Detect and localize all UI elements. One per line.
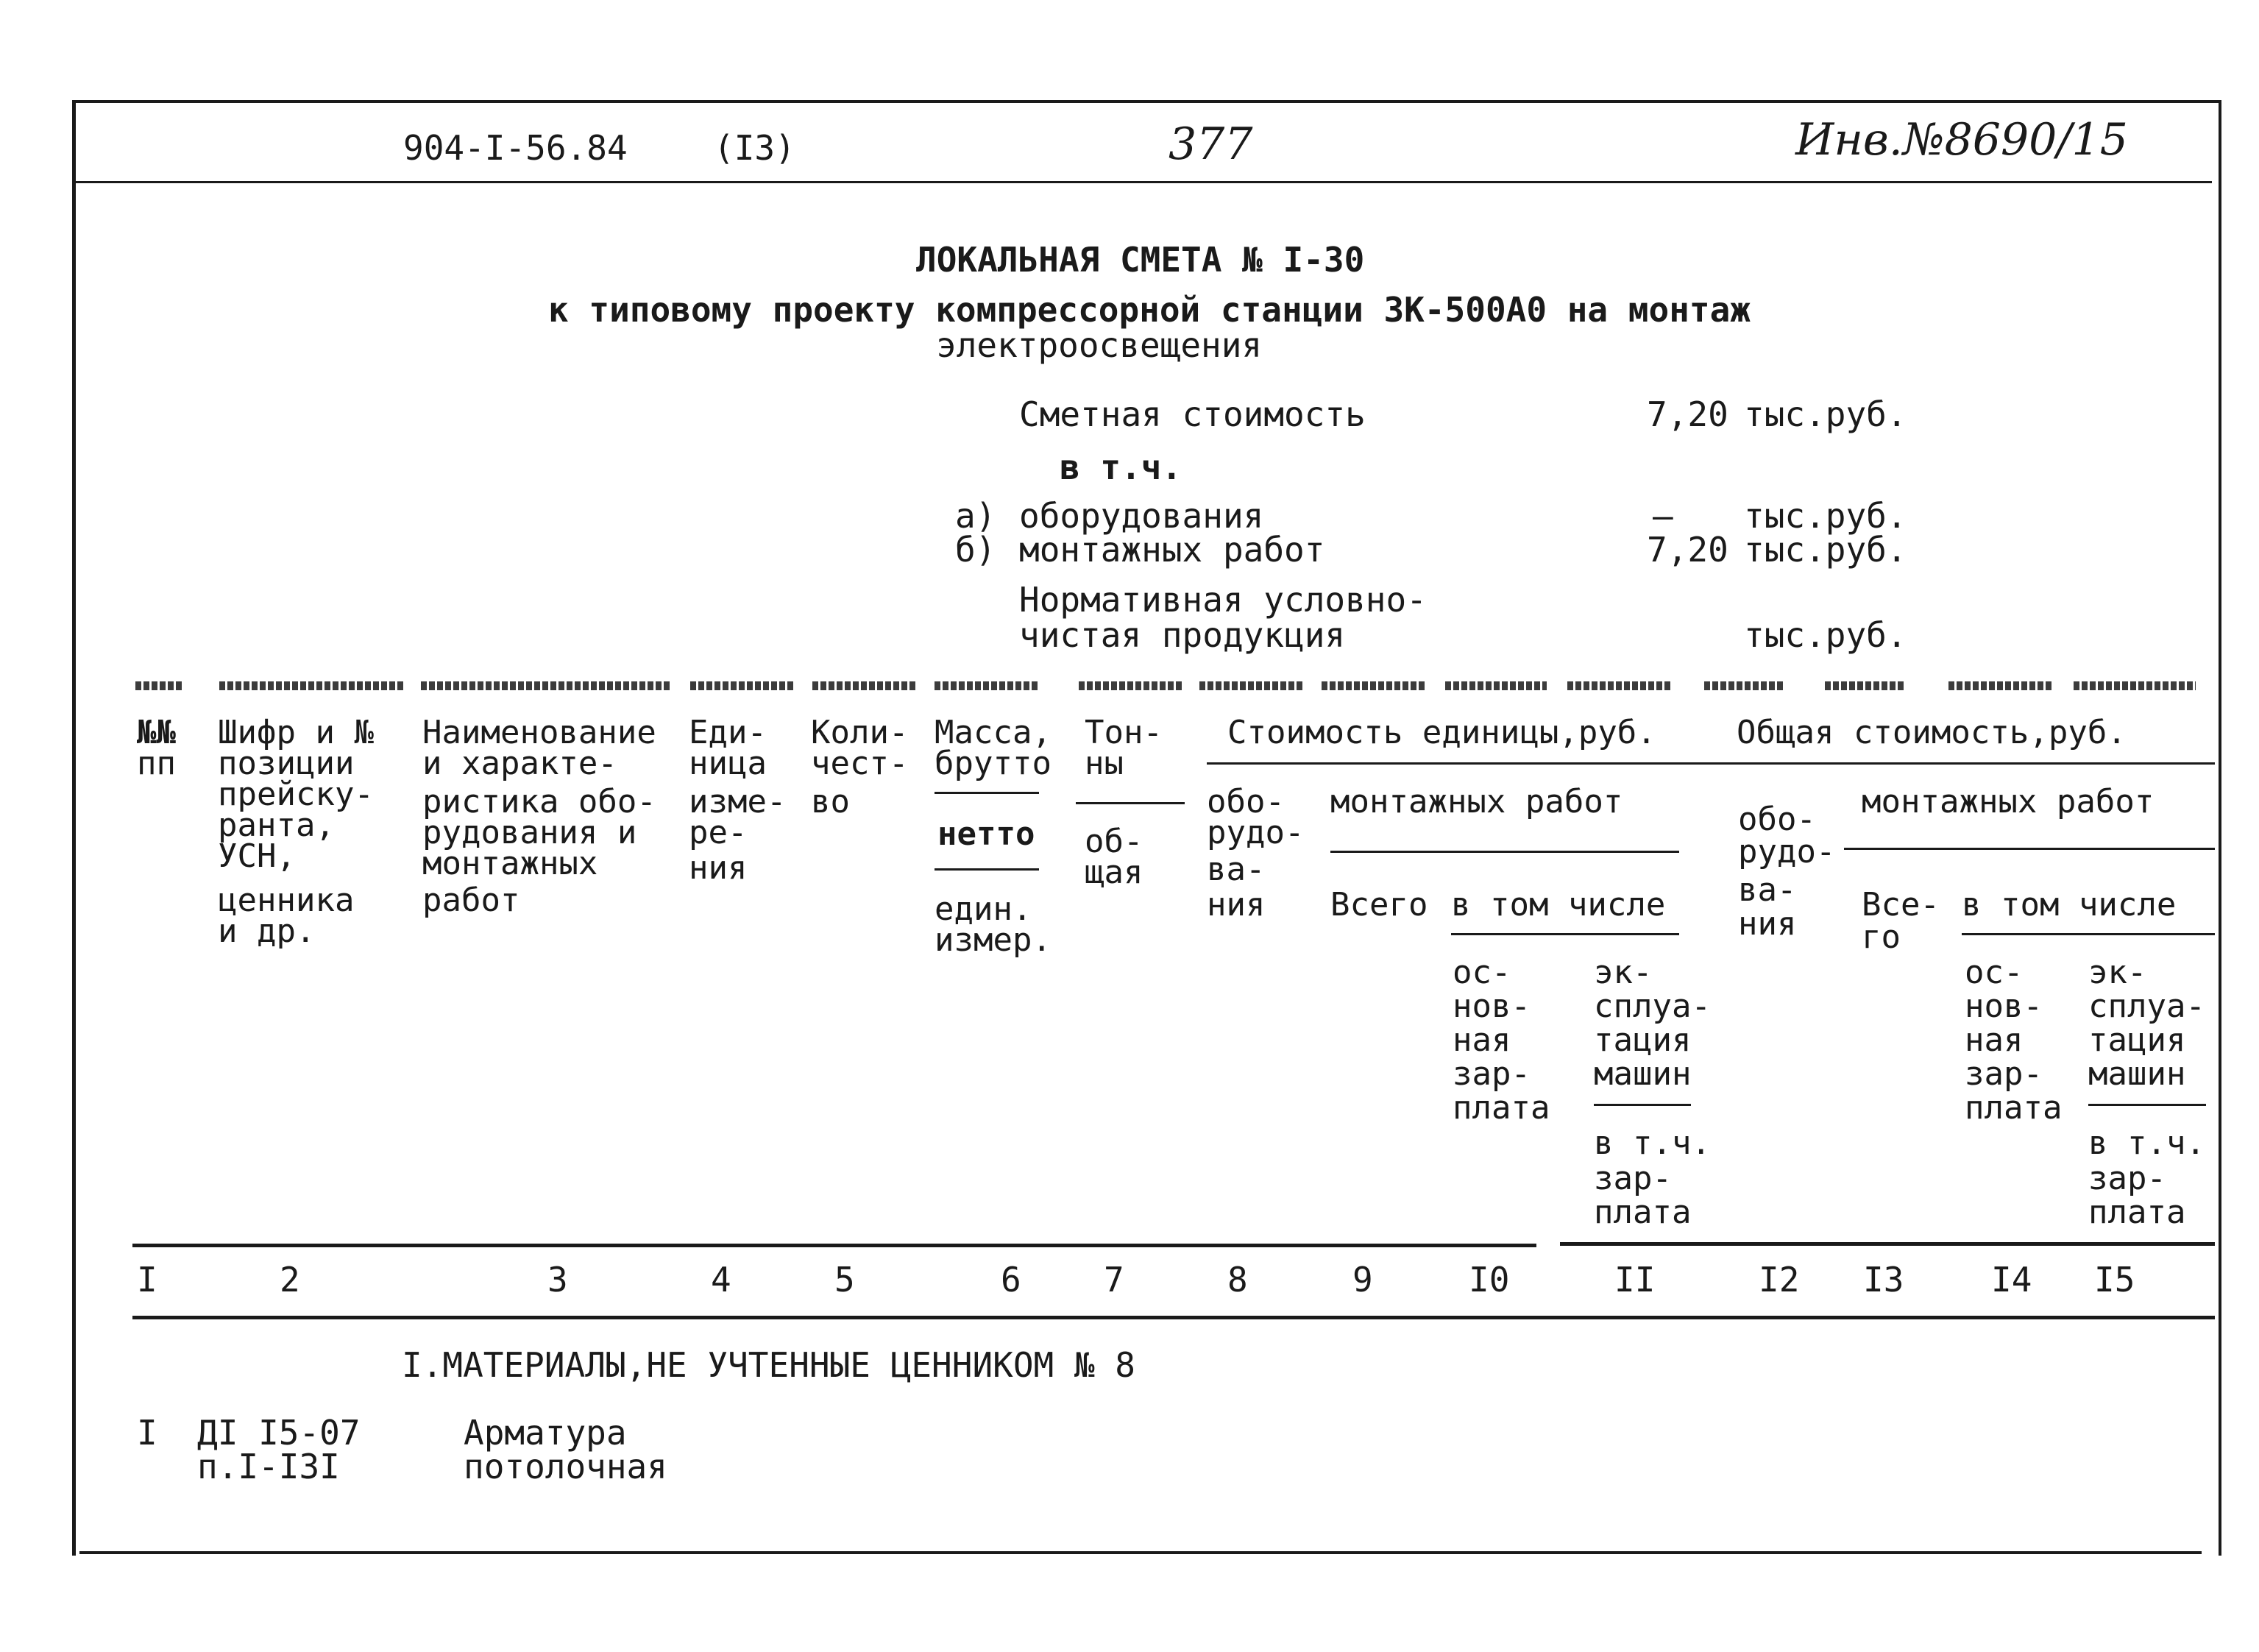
header-col11-line2: сплуа- (1594, 988, 1711, 1025)
header-col3-line1: Наименование (422, 714, 656, 751)
document-subtitle-line2: электроосвещения (936, 325, 1263, 365)
header-rule (1704, 681, 1784, 690)
header-col15-line3: тация (2088, 1021, 2186, 1059)
column-number-4: 4 (711, 1260, 731, 1300)
header-col2-line2: позиции (218, 745, 355, 782)
page-number: 377 (1168, 118, 1253, 170)
header-col2-line6: ценника (218, 882, 355, 919)
header-col2-line1: Шифр и № (218, 714, 374, 751)
header-col13-line2: го (1862, 918, 1901, 956)
header-col13-line1: Все- (1862, 886, 1940, 924)
normative-unit: тыс.руб. (1744, 615, 1907, 655)
header-col3-line2: и характе- (422, 745, 617, 782)
header-col11-line4: машин (1594, 1055, 1692, 1093)
header-rule (2074, 681, 2196, 690)
header-bottom-rule (1560, 1242, 2215, 1246)
inventory-number: Инв.№8690/15 (1795, 114, 2128, 166)
column-number-2: 2 (280, 1260, 300, 1300)
header-col14-line2: нов- (1965, 988, 2043, 1025)
installation-header-9-11: монтажных работ (1330, 783, 1623, 820)
header-col7-line3: об- (1085, 823, 1143, 860)
column-number-9: 9 (1352, 1260, 1373, 1300)
header-col6-line1: Масса, (935, 714, 1052, 751)
header-col5-line1: Коли- (811, 714, 909, 751)
including-rule-14-15 (1962, 933, 2215, 935)
sheet-ref: (I3) (714, 128, 795, 168)
header-col14-line1: ос- (1965, 954, 2024, 991)
unit-cost-group-header: Стоимость единицы,руб. (1227, 714, 1656, 751)
column-number-3: 3 (547, 1260, 568, 1300)
header-col1-line2: пп (137, 745, 176, 782)
row-code-1: ДI I5-07 (197, 1413, 361, 1453)
installation-marker: б) (955, 530, 996, 570)
normative-label-2: чистая продукция (1019, 615, 1346, 655)
column-number-6: 6 (1001, 1260, 1021, 1300)
header-rule (135, 681, 182, 690)
header-col2-line4: ранта, (218, 806, 335, 844)
col11-rule (1594, 1104, 1691, 1106)
header-col15-line6: зар- (2088, 1160, 2166, 1197)
installation-value: 7,20 (1647, 530, 1728, 570)
group-rule (1207, 762, 2215, 765)
header-col6-line2: брутто (935, 745, 1052, 782)
normative-label-1: Нормативная условно- (1019, 580, 1427, 620)
row-number: I (137, 1413, 157, 1453)
stamp-divider (74, 181, 2212, 183)
header-col11-line1: эк- (1594, 954, 1653, 991)
column-number-15: I5 (2094, 1260, 2135, 1300)
header-rule (1199, 681, 1302, 690)
header-col7-line2: ны (1085, 745, 1124, 782)
header-col3-line5: монтажных (422, 845, 598, 882)
row-code-2: п.I-I3I (197, 1447, 340, 1486)
header-col6-line3: един. (935, 890, 1032, 928)
document-subtitle: к типовому проекту компрессорной станции ЗК-500А0 на монтаж (548, 290, 1751, 330)
equipment-unit: тыс.руб. (1744, 496, 1907, 536)
header-col4-line3: изме- (689, 783, 787, 820)
row-name-2: потолочная (464, 1447, 667, 1486)
column-number-1: I (137, 1260, 157, 1300)
header-col15-line7: плата (2088, 1194, 2186, 1231)
header-rule (219, 681, 403, 690)
installation-label: монтажных работ (1019, 530, 1325, 570)
header-col10-line2: нов- (1453, 988, 1531, 1025)
header-col15-line4: машин (2088, 1055, 2186, 1093)
header-col7-line4: щая (1085, 854, 1143, 891)
header-rule (1567, 681, 1670, 690)
column-number-12: I2 (1759, 1260, 1800, 1300)
header-rule (690, 681, 793, 690)
section-title: I.МАТЕРИАЛЫ,НЕ УЧТЕННЫЕ ЦЕННИКОМ № 8 (402, 1345, 1135, 1385)
equipment-label: оборудования (1019, 496, 1264, 536)
header-col8-line1: обо- (1207, 783, 1285, 820)
header-col10-line4: зар- (1453, 1055, 1531, 1093)
installation-unit: тыс.руб. (1744, 530, 1907, 570)
header-rule (1825, 681, 1904, 690)
header-col5-line3: во (811, 783, 850, 820)
header-col11-line7: плата (1594, 1194, 1692, 1231)
header-col5-line2: чест- (811, 745, 909, 782)
col6-rule-2 (935, 868, 1039, 871)
col6-rule-1 (935, 792, 1039, 794)
header-rule (421, 681, 670, 690)
header-col9-total: Всего (1330, 886, 1428, 924)
column-numbers-rule (132, 1316, 2215, 1319)
column-number-10: I0 (1469, 1260, 1510, 1300)
frame-bottom-line (79, 1551, 2202, 1554)
header-col8-line2: рудо- (1207, 814, 1305, 851)
equipment-marker: а) (955, 496, 996, 536)
header-col3-line3: ристика обо- (422, 783, 656, 820)
header-col8-line3: ва- (1207, 851, 1266, 888)
header-col6-line4: измер. (935, 921, 1052, 959)
column-number-13: I3 (1863, 1260, 1904, 1300)
column-number-8: 8 (1227, 1260, 1248, 1300)
header-col11-line6: зар- (1594, 1160, 1672, 1197)
header-rule (1079, 681, 1183, 690)
including-header-10-11: в том числе (1451, 886, 1666, 924)
header-col2-line3: прейску- (218, 776, 374, 813)
header-col7-line1: Тон- (1085, 714, 1163, 751)
col7-rule (1076, 802, 1185, 804)
header-col10-line5: плата (1453, 1089, 1550, 1127)
header-col4-line5: ния (689, 849, 748, 887)
header-col4-line4: ре- (689, 814, 748, 851)
project-code: 904-I-56.84 (403, 128, 628, 168)
header-col14-line5: плата (1965, 1089, 2063, 1127)
column-number-5: 5 (834, 1260, 855, 1300)
header-col14-line3: ная (1965, 1021, 2024, 1059)
header-rule (1948, 681, 2051, 690)
col15-rule (2088, 1104, 2206, 1106)
column-number-14: I4 (1991, 1260, 2032, 1300)
row-name-1: Арматура (464, 1413, 627, 1453)
column-number-7: 7 (1104, 1260, 1124, 1300)
including-rule-10-11 (1451, 933, 1679, 935)
document-title: ЛОКАЛЬНАЯ СМЕТА № I-30 (916, 240, 1365, 280)
header-col12-line2: рудо- (1738, 833, 1836, 871)
header-col10-line1: ос- (1453, 954, 1511, 991)
including-label: в т.ч. (1060, 447, 1182, 487)
header-rule (1445, 681, 1547, 690)
equipment-value: – (1653, 496, 1673, 536)
installation-rule-13-15 (1844, 848, 2215, 850)
header-col3-line6: работ (422, 882, 520, 919)
header-rule (812, 681, 917, 690)
estimated-cost-label: Сметная стоимость (1019, 394, 1366, 434)
header-col1-line1: №№ (137, 714, 176, 751)
installation-rule-9-11 (1330, 851, 1679, 853)
header-col3-line4: рудования и (422, 814, 637, 851)
installation-header-13-15: монтажных работ (1862, 783, 2155, 820)
header-col6-net: нетто (937, 815, 1035, 853)
header-col10-line3: ная (1453, 1021, 1511, 1059)
header-col8-line4: ния (1207, 886, 1266, 924)
estimated-cost-value: 7,20 (1647, 394, 1728, 434)
including-header-14-15: в том числе (1962, 886, 2177, 924)
header-bottom-rule (132, 1244, 1536, 1247)
header-col14-line4: зар- (1965, 1055, 2043, 1093)
header-col12-line4: ния (1738, 905, 1797, 943)
total-cost-group-header: Общая стоимость,руб. (1737, 714, 2127, 751)
header-rule (935, 681, 1039, 690)
header-col11-line5: в т.ч. (1594, 1124, 1711, 1162)
estimated-cost-unit: тыс.руб. (1744, 394, 1907, 434)
header-col2-line5: УСН, (218, 837, 296, 875)
header-rule (1322, 681, 1425, 690)
header-col15-line1: эк- (2088, 954, 2147, 991)
header-col11-line3: тация (1594, 1021, 1692, 1059)
column-number-11: II (1614, 1260, 1656, 1300)
header-col4-line1: Еди- (689, 714, 767, 751)
header-col15-line5: в т.ч. (2088, 1124, 2205, 1162)
header-col12-line1: обо- (1738, 801, 1816, 838)
header-col15-line2: сплуа- (2088, 988, 2205, 1025)
header-col2-line7: и др. (218, 912, 316, 950)
header-col12-line3: ва- (1738, 871, 1797, 909)
header-col4-line2: ница (689, 745, 767, 782)
